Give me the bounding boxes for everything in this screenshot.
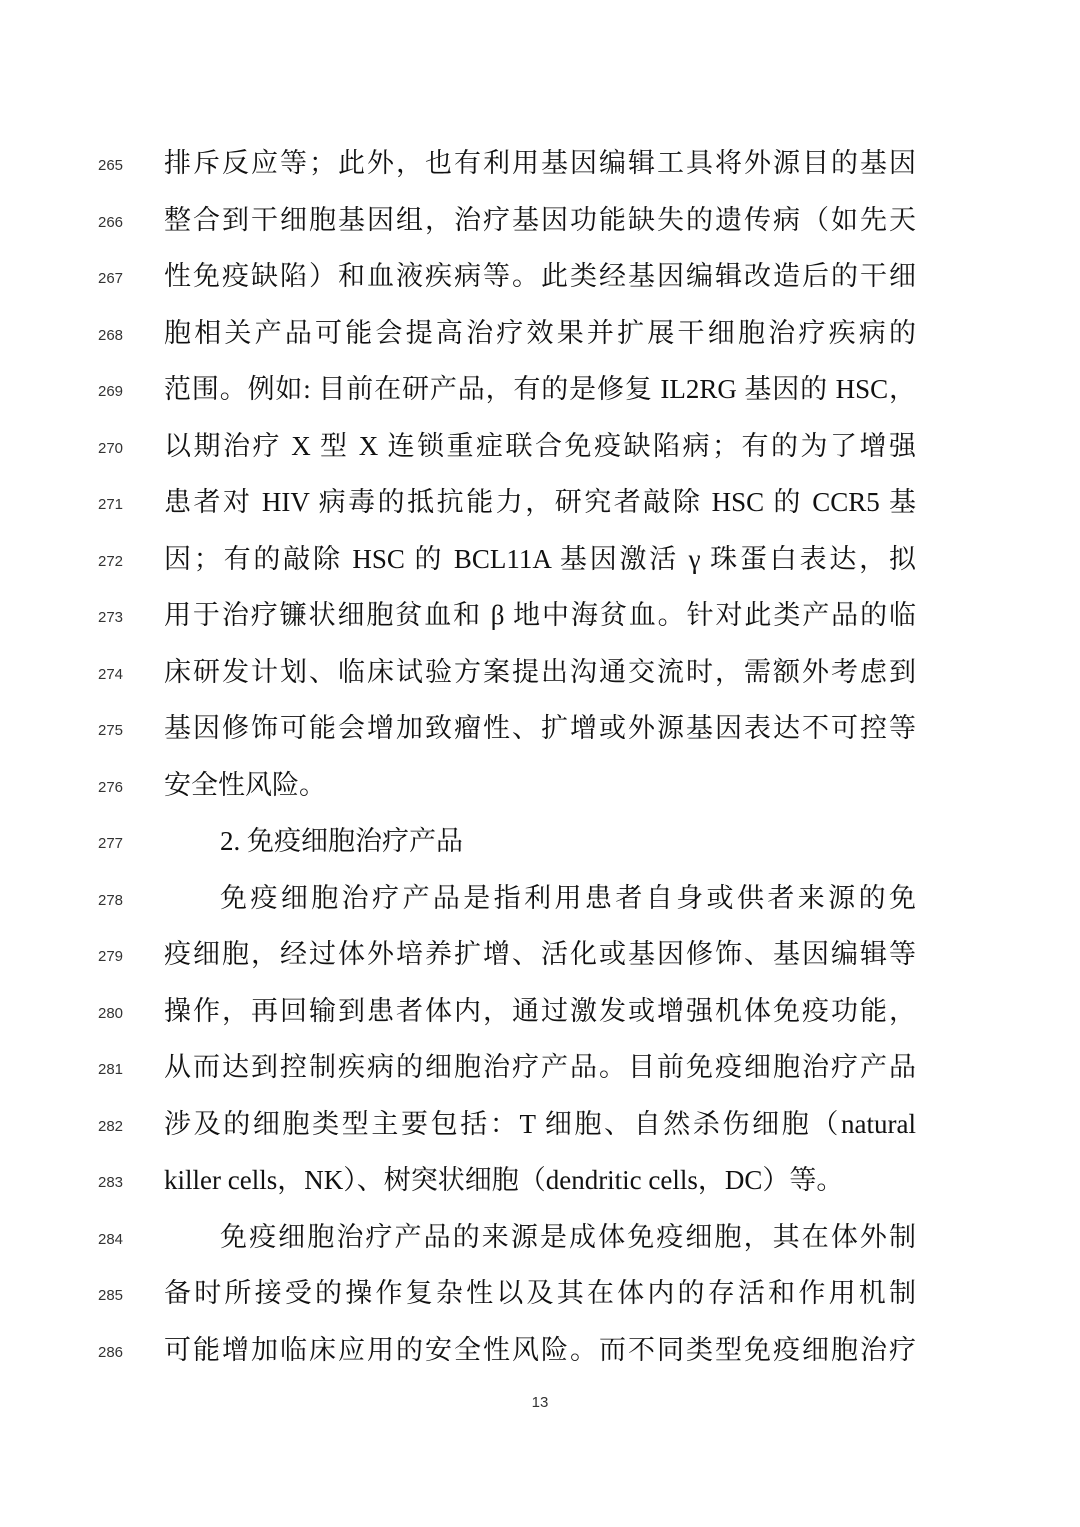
- line-number: 267: [98, 270, 124, 287]
- line-number: 285: [98, 1287, 124, 1304]
- line-number: 276: [98, 779, 124, 796]
- text-line: [0, 426, 1080, 482]
- line-text: 可能增加临床应用的安全性风险。而不同类型免疫细胞治疗: [164, 1335, 916, 1365]
- text-line: [0, 256, 1080, 312]
- line-text: 操作，再回输到患者体内，通过激发或增强机体免疫功能，: [164, 996, 916, 1026]
- line-number: 265: [98, 157, 124, 174]
- line-text: 免疫细胞治疗产品是指利用患者自身或供者来源的免: [220, 883, 916, 913]
- line-number: 271: [98, 496, 124, 513]
- text-line: [0, 482, 1080, 538]
- line-number: 278: [98, 892, 124, 909]
- section-heading: 2. 免疫细胞治疗产品: [220, 826, 463, 856]
- text-line: [0, 934, 1080, 990]
- text-line: [0, 313, 1080, 369]
- text-line: [0, 1047, 1080, 1103]
- text-line: [0, 708, 1080, 764]
- text-line: [0, 1217, 1080, 1273]
- line-number: 269: [98, 383, 124, 400]
- line-text: 整合到干细胞基因组，治疗基因功能缺失的遗传病（如先天: [164, 205, 916, 235]
- line-text: 疫细胞，经过体外培养扩增、活化或基因修饰、基因编辑等: [164, 939, 916, 969]
- text-line: [0, 765, 1080, 821]
- line-number: 282: [98, 1118, 124, 1135]
- line-number: 273: [98, 609, 124, 626]
- line-number: 284: [98, 1231, 124, 1248]
- line-text: 安全性风险。: [164, 770, 326, 800]
- line-text: 备时所接受的操作复杂性以及其在体内的存活和作用机制: [164, 1278, 916, 1308]
- line-text: 因；有的敲除 HSC 的 BCL11A 基因激活 γ 珠蛋白表达，拟: [164, 544, 916, 574]
- line-number: 270: [98, 440, 124, 457]
- line-text: 患者对 HIV 病毒的抵抗能力，研究者敲除 HSC 的 CCR5 基: [164, 487, 916, 517]
- line-text: 排斥反应等；此外，也有利用基因编辑工具将外源目的基因: [164, 148, 916, 178]
- line-text: 基因修饰可能会增加致瘤性、扩增或外源基因表达不可控等: [164, 713, 916, 743]
- line-number: 286: [98, 1344, 124, 1361]
- text-line: [0, 595, 1080, 651]
- line-text: 性免疫缺陷）和血液疾病等。此类经基因编辑改造后的干细: [164, 261, 916, 291]
- line-text: 涉及的细胞类型主要包括：T 细胞、自然杀伤细胞（natural: [164, 1109, 916, 1139]
- line-text: 胞相关产品可能会提高治疗效果并扩展干细胞治疗疾病的: [164, 318, 916, 348]
- text-line: [0, 1104, 1080, 1160]
- line-number: 266: [98, 214, 124, 231]
- line-number: 275: [98, 722, 124, 739]
- line-text: 床研发计划、临床试验方案提出沟通交流时，需额外考虑到: [164, 657, 916, 687]
- line-number: 280: [98, 1005, 124, 1022]
- line-number: 281: [98, 1061, 124, 1078]
- line-text: 用于治疗镰状细胞贫血和 β 地中海贫血。针对此类产品的临: [164, 600, 916, 630]
- line-number: 274: [98, 666, 124, 683]
- line-number: 268: [98, 327, 124, 344]
- line-number: 272: [98, 553, 124, 570]
- text-line: [0, 1160, 1080, 1216]
- page-number: 13: [531, 1394, 549, 1411]
- line-text: 免疫细胞治疗产品的来源是成体免疫细胞，其在体外制: [220, 1222, 916, 1252]
- line-text: killer cells，NK）、树突状细胞（dendritic cells，DC）等。: [164, 1165, 844, 1195]
- line-text: 范围。例如: 目前在研产品，有的是修复 IL2RG 基因的 HSC，: [164, 374, 916, 404]
- section-heading-line: [0, 821, 1080, 877]
- text-line: [0, 652, 1080, 708]
- line-number: 279: [98, 948, 124, 965]
- line-number: 283: [98, 1174, 124, 1191]
- line-number: 277: [98, 835, 124, 852]
- text-line: [0, 143, 1080, 199]
- text-line: [0, 369, 1080, 425]
- text-line: [0, 991, 1080, 1047]
- text-line: [0, 1330, 1080, 1386]
- line-text: 从而达到控制疾病的细胞治疗产品。目前免疫细胞治疗产品: [164, 1052, 916, 1082]
- text-line: [0, 878, 1080, 934]
- line-text: 以期治疗 X 型 X 连锁重症联合免疫缺陷病；有的为了增强: [164, 431, 916, 461]
- text-line: [0, 200, 1080, 256]
- text-line: [0, 539, 1080, 595]
- text-line: [0, 1273, 1080, 1329]
